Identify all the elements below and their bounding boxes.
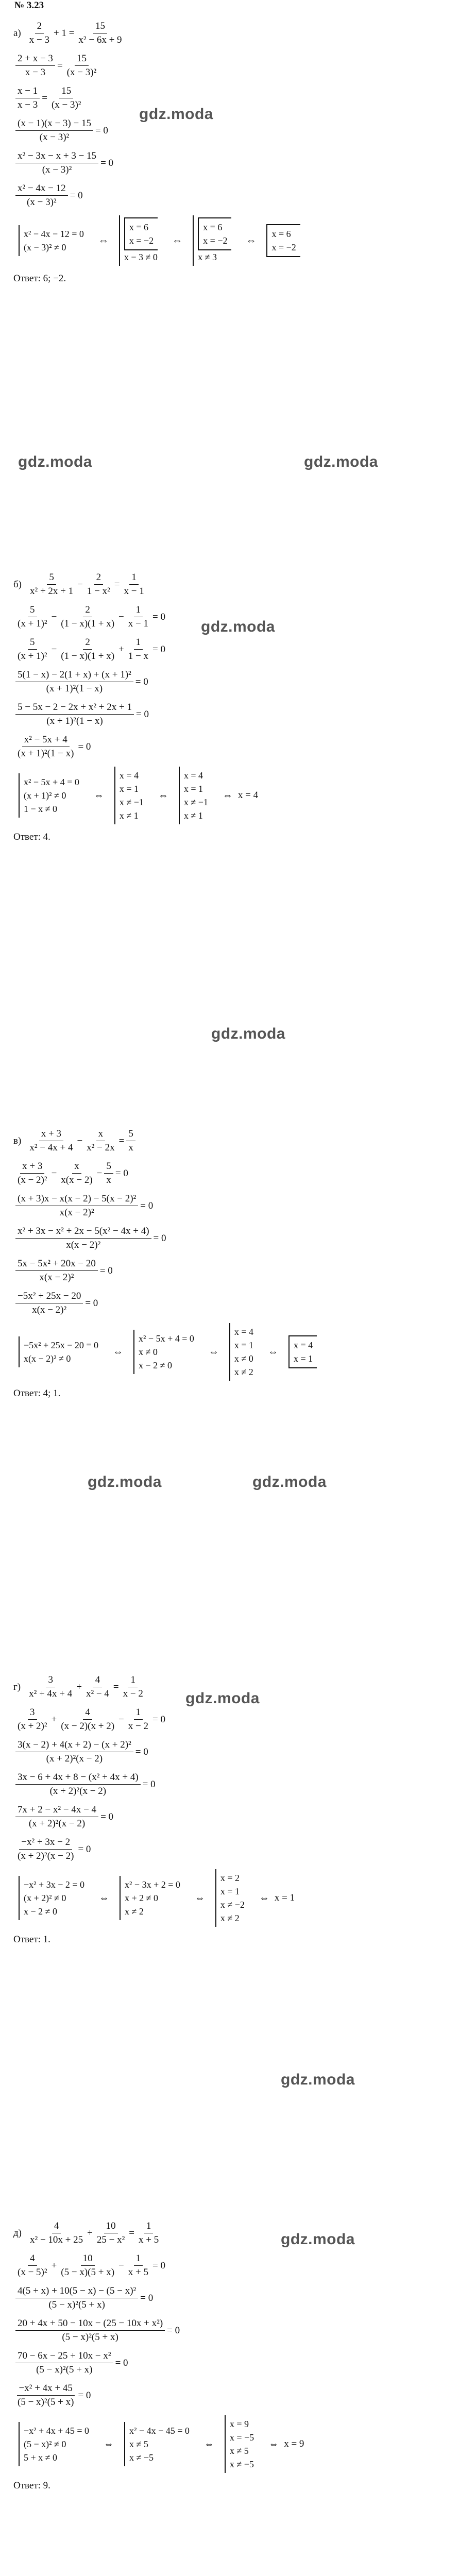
equation: $\frac{\text{4(5 + x) + 10(5 − x) − (5 − x)²}}{\text{(5 − x)²(5 + x)}}$ = 0: [13, 2285, 446, 2311]
system: x = 6 x = −2: [266, 224, 300, 257]
watermark: gdz.moda: [185, 1690, 260, 1707]
fraction: $\frac{15}{\text{x² − 6x + 9}}$: [78, 21, 122, 45]
watermark: gdz.moda: [281, 2231, 355, 2248]
watermark: gdz.moda: [281, 2071, 355, 2088]
equation: [13, 183, 446, 208]
equation: в) $\frac{x + 3}{\text{x² − 4x + 4}}$ − $\frac{x}{\text{x² − 2x}}$ = $\frac{5}{x}$: [13, 1128, 446, 1154]
equivalence-arrow: ⇔: [246, 234, 257, 246]
equation: [13, 53, 446, 78]
watermark: gdz.moda: [304, 453, 378, 470]
section-b: [13, 572, 446, 856]
fraction: $\frac{2}{x - 3}$: [29, 21, 49, 45]
system: x = 6 x = −2 x ≠ 3: [193, 215, 235, 266]
fraction: $\frac{2 + x - 3}{x - 3}$: [15, 53, 55, 78]
section-a: [13, 21, 446, 298]
equation: $\frac{x + 3}{\text{(x − 2)²}}$ − $\frac{x}{x(x - 2)}$ − $\frac{5}{x}$ = 0: [18, 1161, 128, 1185]
system-chain: −x² + 4x + 45 = 0 (5 − x)² ≠ 0 5 + x ≠ 0 ⇔ x² − 4x − 45 = 0 x ≠ 5 x ≠ −5 ⇔ x = 9 x = −5 x ≠ 5 x ≠ −5 ⇔ x = 9: [13, 2415, 446, 2473]
operator: + 1 =: [53, 27, 75, 39]
watermark: gdz.moda: [139, 106, 213, 123]
result: x = 9: [284, 2438, 304, 2450]
equation: $\frac{\text{(x + 3)x − x(x − 2) − 5(x − 2)²}}{\text{x(x − 2)²}}$ = 0: [13, 1193, 446, 1218]
fraction: $\frac{\text{x² − 3x − x + 3 − 15}}{\text{(x − 3)²}}$: [15, 150, 98, 176]
result: x = 1: [274, 1892, 295, 1904]
equation: б) $\frac{5}{\text{x² + 2x + 1}}$ − $\frac{2}{\text{1 − x²}}$ = $\frac{1}{x - 1}$: [13, 572, 144, 597]
system: x² − 4x − 12 = 0 (x − 3)² ≠ 0: [19, 225, 88, 256]
answer: Ответ: 4; 1.: [13, 1388, 61, 1399]
equation: $\frac{\text{7x + 2 − x² − 4x − 4}}{\text{(x + 2)²(x − 2)}}$ = 0: [13, 1804, 446, 1829]
equation: $\frac{\text{70 − 6x − 25 + 10x − x²}}{\text{(5 − x)²(5 + x)}}$ = 0: [13, 2350, 446, 2376]
equation: $\frac{5}{\text{(x + 1)²}}$ − $\frac{2}{(1 - x)(1 + x)}$ − $\frac{1}{x - 1}$ = 0: [18, 604, 165, 629]
watermark: gdz.moda: [18, 453, 92, 470]
equivalence-arrow: ⇔: [172, 234, 183, 246]
operator: =: [57, 60, 63, 71]
fraction: $\frac{\text{x² − 4x − 12}}{\text{(x − 3)²}}$: [15, 183, 68, 208]
equation: $\frac{\text{5x − 5x² + 20x − 20}}{\text{x(x − 2)²}}$ = 0: [13, 1258, 446, 1283]
equivalence-arrow: ⇔: [98, 234, 109, 246]
answer: Ответ: 4.: [13, 832, 50, 843]
watermark: gdz.moda: [201, 618, 275, 635]
equation: $\frac{\text{−5x² + 25x − 20}}{\text{x(x − 2)²}}$ = 0: [13, 1291, 446, 1316]
operator: = 0: [100, 157, 114, 168]
operator: =: [42, 92, 47, 104]
section-g: [13, 1674, 446, 1959]
section-label: а): [13, 27, 21, 39]
equation: [13, 150, 446, 176]
answer: Ответ: 9.: [13, 2480, 50, 2492]
equation: $\frac{\text{3x − 6 + 4x + 8 − (x² + 4x + 4)}}{\text{(x + 2)²(x − 2)}}$ = 0: [13, 1772, 446, 1797]
section-label: г): [13, 1681, 21, 1692]
operator: = 0: [95, 125, 108, 136]
equation: [13, 86, 446, 111]
result: x = 4: [237, 790, 259, 801]
equation: $\frac{4}{\text{(x − 5)²}}$ + $\frac{10}{(5 - x)(5 + x)}$ − $\frac{1}{x + 5}$ = 0: [18, 2253, 165, 2278]
answer: Ответ: 6; −2.: [13, 273, 66, 284]
watermark: gdz.moda: [211, 1025, 285, 1042]
equation: [13, 118, 446, 143]
system: x² − 5x + 4 = 0 (x + 1)² ≠ 0 1 − x ≠ 0: [19, 773, 83, 818]
equation: $\frac{3}{\text{(x + 2)²}}$ + $\frac{4}{(x - 2)(x + 2)}$ − $\frac{1}{x - 2}$ = 0: [18, 1707, 165, 1732]
fraction: $\frac{15}{\text{(x − 3)²}}$: [66, 53, 97, 78]
equation: $\frac{\text{x² + 3x − x² + 2x − 5(x² − 4x + 4)}}{\text{x(x − 2)²}}$ = 0: [13, 1226, 446, 1251]
equation: г) $\frac{3}{\text{x² + 4x + 4}}$ + $\frac{4}{\text{x² − 4}}$ = $\frac{1}{x - 2}$: [13, 1674, 143, 1699]
equation: $\frac{\text{20 + 4x + 50 − 10x − (25 − 10x + x²)}}{\text{(5 − x)²(5 + x)}}$ = 0: [13, 2318, 446, 2343]
fraction: $\frac{x - 1}{x - 3}$: [15, 86, 40, 111]
watermark: gdz.moda: [252, 1473, 327, 1490]
system: x = 4 x = 1 x ≠ −1 x ≠ 1: [114, 767, 148, 824]
equation: $\frac{\text{5 − 5x − 2 − 2x + x² + 2x + 1}}{\text{(x + 1)²(1 − x)}}$ = 0: [13, 702, 446, 727]
watermark: gdz.moda: [88, 1473, 162, 1490]
section-label: б): [13, 579, 22, 590]
system-chain: x² − 5x + 4 = 0 (x + 1)² ≠ 0 1 − x ≠ 0 ⇔ x = 4 x = 1 x ≠ −1 x ≠ 1 ⇔ x = 4 x = 1 x ≠ −1 x ≠ 1 ⇔ x = 4: [13, 767, 446, 824]
equation: $\frac{5}{\text{(x + 1)²}}$ − $\frac{2}{(1 - x)(1 + x)}$ + $\frac{1}{1 - x}$ = 0: [18, 637, 165, 662]
section-v: [13, 1128, 446, 1413]
equation: $\frac{\text{−x² + 4x + 45}}{\text{(5 − x)²(5 + x)}}$ = 0: [18, 2383, 91, 2408]
operator: = 0: [70, 190, 83, 201]
answer: Ответ: 1.: [13, 1934, 50, 1945]
equation: $\frac{\text{3(x − 2) + 4(x + 2) − (x + 2)²}}{\text{(x + 2)²(x − 2)}}$ = 0: [13, 1739, 446, 1765]
system: x = 6 x = −2 x − 3 ≠ 0: [119, 215, 162, 266]
equation: $\frac{\text{5(1 − x) − 2(1 + x) + (x + 1)²}}{\text{(x + 1)²(1 − x)}}$ = 0: [13, 669, 446, 694]
system-chain: [13, 215, 446, 266]
section-d: [13, 2221, 446, 2505]
equation: д) $\frac{4}{\text{x² − 10x + 25}}$ + $\frac{10}{\text{25 − x²}}$ = $\frac{1}{x + 5}$: [13, 2221, 159, 2245]
equation: [13, 21, 446, 46]
system-chain: −x² + 3x − 2 = 0 (x + 2)² ≠ 0 x − 2 ≠ 0 ⇔ x² − 3x + 2 = 0 x + 2 ≠ 0 x ≠ 2 ⇔ x = 2 x = 1 x ≠ −2 x ≠ 2 ⇔ x = 1: [13, 1869, 446, 1927]
fraction: $\frac{(x - 1)(x - 3) - 15}{\text{(x − 3)²}}$: [15, 118, 93, 143]
section-label: д): [13, 2227, 22, 2239]
system: x = 4 x = 1 x ≠ −1 x ≠ 1: [179, 767, 212, 824]
equation: $\frac{\text{−x² + 3x − 2}}{\text{(x + 2)²(x − 2)}}$ = 0: [18, 1837, 91, 1861]
system-chain: −5x² + 25x − 20 = 0 x(x − 2)² ≠ 0 ⇔ x² − 5x + 4 = 0 x ≠ 0 x − 2 ≠ 0 ⇔ x = 4 x = 1 x ≠ 0 x ≠ 2 ⇔ x = 4 x = 1: [13, 1323, 446, 1381]
equation: $\frac{\text{x² − 5x + 4}}{\text{(x + 1)²(1 − x)}}$ = 0: [18, 734, 91, 759]
section-label: в): [13, 1135, 22, 1146]
fraction: $\frac{15}{\text{(x − 3)²}}$: [51, 86, 81, 110]
page-title: № 3.23: [14, 0, 44, 11]
